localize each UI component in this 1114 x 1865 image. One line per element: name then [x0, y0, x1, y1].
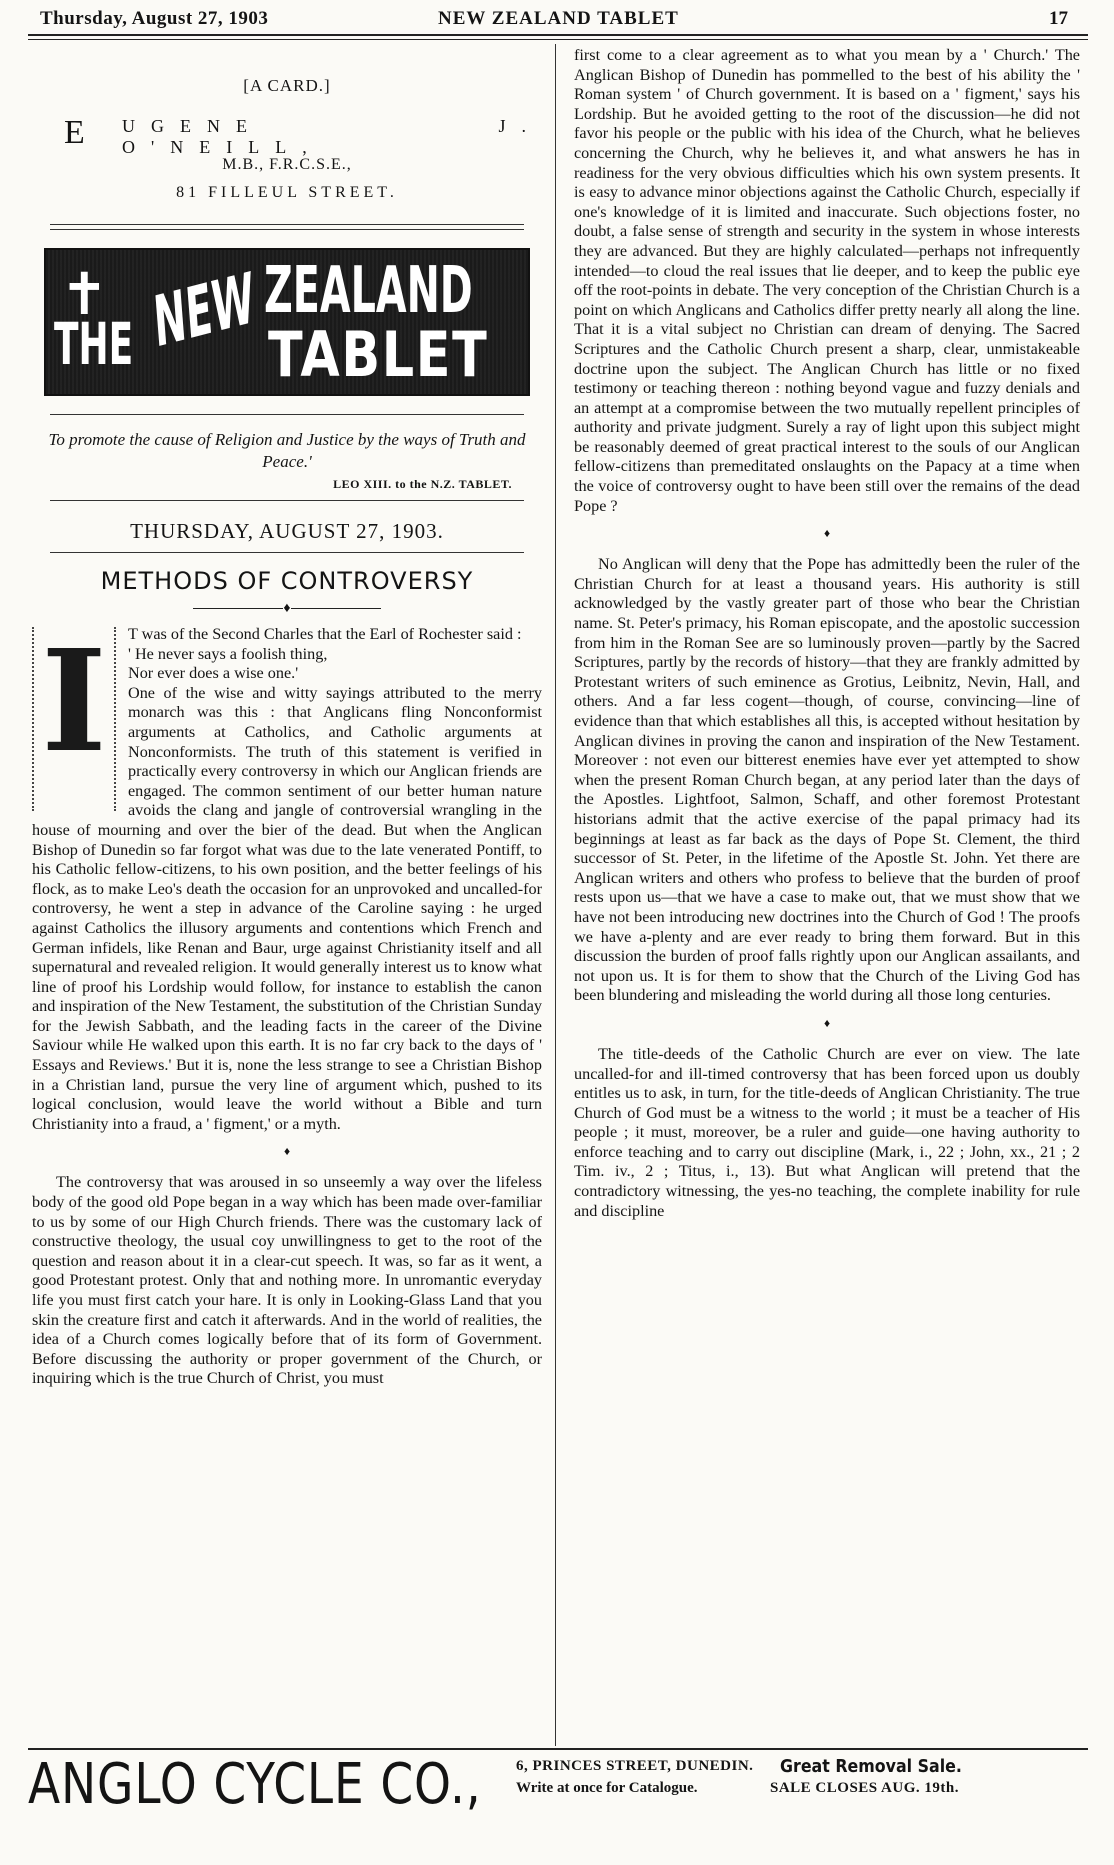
card-name: [32, 110, 542, 156]
paragraph-4: No Anglican will deny that the Pope has admittedly been the ruler of the Christian Church for at least a thousand years. His authority is still acknowledged by the vastly greater part of those who bear the Christian name. St. Peter's primacy, his Roman episcopate, and the apostolic succession from him in the Roman See are so luminously proven—partly by the Sacred Scriptures, partly by the records of history—that they are frankly admitted by Protestant writers of such eminence as Grotius, Leibnitz, Nevin, Hall, and others. And a far less cogent—though, of course, convincing—line of evidence than that which establishes all this, is accepted without hesitation by Anglican divines in proving the canon and inspiration of the New Testament. Moreover : not even our bitterest enemies have ever yet attempted to show when the present Roman Church began, at any period later than the days of the Apostles. Lightfoot, Salmon, Schaff, and other foremost Protestant historians admit that the active exercise of the papal primacy had its beginnings at least as far back as the days of Pope St. Clement, the third successor of St. Peter, in the lifetime of the Apostle St. John. Yet there are Anglican writers and others who profess to believe that the burden of proof rests upon us—that we have a case to make out, that we must show that we have not been introducing new doctrines into the Church of God ! The proofs we have a-plenty and are ever ready to bring them forward. But in this discussion the burden of proof falls rightly upon our Anglican assailants, and not upon us. It is for them to show that the Church of the Living God has been blundering and misleading the world during all those long centuries.: [574, 555, 1080, 1005]
card-tag: [A CARD.]: [243, 76, 331, 95]
dateline-rule: [50, 500, 524, 501]
advert-closes: SALE CLOSES AUG. 19th.: [770, 1780, 959, 1796]
card-initial: E: [64, 114, 85, 151]
headline-ornament: ♦: [32, 601, 542, 617]
header-rule: [28, 34, 1088, 36]
motto-attribution: LEO XIII. to the N.Z. TABLET.: [333, 477, 512, 491]
article-opening: [32, 620, 542, 1134]
header-title: NEW ZEALAND TABLET: [438, 8, 679, 29]
dropcap-letter: I: [32, 627, 116, 811]
header-date: Thursday, August 27, 1903: [40, 8, 269, 29]
section-separator-2: ♦: [823, 526, 831, 541]
left-column: [32, 46, 542, 1389]
card-degrees: M.B., F.R.C.S.E.,: [222, 156, 352, 173]
masthead-zealand: ZEALAND: [264, 254, 473, 328]
paragraph-2: The controversy that was aroused in so unseemly a way over the lifeless body of the good old Pope began in a way which has been made over-familiar to us by some of our High Church friends. There was the customary lack of constructive theology, the usual coy unwillingness to get to the root of the question and reason about it in a clear-cut speech. It was, so far as it went, a good Protestant protest. Only that and nothing more. In unromantic everyday life you must first catch your hare. It is only in Looking-Glass Land that you skin the creature first and catch it afterwards. And in the world of realities, the idea of a Church comes logically before that of its form of Government. Before discussing the authority or proper government of the Church, or inquiring which is the true Church of Christ, you must: [32, 1173, 542, 1388]
column-divider: [555, 44, 556, 1746]
right-column: [574, 46, 1080, 1221]
masthead-new: NEW: [150, 256, 258, 364]
cross-icon: ✝: [60, 260, 109, 328]
masthead-tablet: TABLET: [268, 318, 489, 391]
advert-company: ANGLO CYCLE CO.,: [28, 1752, 482, 1817]
card-rule-2: [50, 229, 524, 230]
verse-line-1: ' He never says a foolish thing,: [128, 644, 328, 663]
advert-catalogue: Write at once for Catalogue.: [516, 1780, 698, 1796]
section-separator: ♦: [283, 1144, 291, 1159]
footer-rule: [28, 1748, 1088, 1750]
running-header: [28, 6, 1088, 34]
card-name-rest: UGENE J. O'NEILL,: [122, 116, 542, 157]
header-rule-thin: [28, 39, 1088, 40]
masthead: [44, 248, 530, 396]
paragraph-3: first come to a clear agreement as to what you mean by a ' Church.' The Anglican Bishop of Dunedin has pommelled to the best of his ability the ' Roman system ' of Church government. It is based on a ' figment,' says his Lordship. But he avoided getting to the root of the discussion—he did not favor his people or the public with his idea of the Church, what he believes concerning the Church, why he believes it, and what answers he has in readiness for the very obvious difficulties which his own system presents. It is easy to advance minor objections against the Catholic Church, especially if one's knowledge of it is limited and inaccurate. Such objections foster, no doubt, a false sense of strength and security in the system in whose interests they are advanced. But they are highly calculated—perhaps not infrequently intended—to cloud the real issues that lie deeper, and to keep the public eye off the root-points in debate. The very conception of the Christian Church is a point on which Anglicans and Catholics differ pretty nearly all along the line. That it is a vital subject no Christian can dream of denying. The Sacred Scriptures and the Catholic Church present a sharp, clear, unmistakeable doctrine upon the subject. The Anglican Church has little or no fixed testimony or teaching thereon : nothing beyond vague and fuzzy denials and an attempt at a compromise between the two mutually repellent principles of authority and private judgment. Surely a ray of light upon this subject might be reasonably deemed of great practical interest to the souls of our Anglican fellow-citizens than premeditated onslaughts on the Papacy at a time when the voice of controversy ought to have been still over the remains of the dead Pope ?: [574, 46, 1080, 515]
dateline: THURSDAY, AUGUST 27, 1903.: [130, 519, 444, 543]
header-page-number: 17: [1049, 8, 1068, 29]
paragraph-5: The title-deeds of the Catholic Church are ever on view. The late uncalled-for and ill-timed controversy that has been forced upon us doubly entitles us to ask, in turn, for the title-deeds of Anglican Christianity. The true Church of God must be a witness to the world ; it must be a teacher of His people ; it must, moreover, be a ruler and guide—one having authority to enforce teaching and to carry out discipline (Mark, i., 22 ; John, xx., 21 ; 2 Tim. iv., 2 ; Titus, i., 13). But what Anglican will pretend that the contradictory witnessing, the yes-no teaching, the complete inability for rule and discipline: [574, 1044, 1080, 1220]
card-address: 81 FILLEUL STREET.: [176, 184, 398, 201]
section-separator-3: ♦: [823, 1015, 831, 1030]
motto-rule: [50, 414, 524, 415]
advertisement: [28, 1752, 1088, 1842]
verse-line-2: Nor ever does a wise one.': [128, 664, 299, 683]
opening-line: T was of the Second Charles that the Earl of Rochester said :: [128, 625, 522, 643]
advert-sale: Great Removal Sale.: [780, 1756, 962, 1777]
article-headline: METHODS OF CONTROVERSY: [100, 567, 474, 595]
paragraph-1: One of the wise and witty sayings attributed to the merry monarch was this : that Anglicans fling Nonconformist arguments at Catholics, and Catholic arguments at Nonconformists. The truth of this statement is verified in practically every controversy in which our Anglican friends are engaged. The common sentiment of our better human nature avoids the clang and jangle of controversial wrangling in the house of mourning and over the bier of the dead. But when the Anglican Bishop of Dunedin so far forgot what was due to the late venerated Pontiff, to his Catholic fellow-citizens, to his own position, and the better feelings of his flock, as to make Leo's death the occasion for an unprovoked and uncalled-for controversy, he went a step in advance of the Caroline saying : he urged against Catholics the illusory arguments and contentions which French and German infidels, like Renan and Baur, urge against Christianity itself and all supernatural and revealed religion. It would generally interest us to know what line of proof his Lordship would follow, for instance to establish the canon and inspiration of the New Testament, the substitution of the Christian Sunday for the Jewish Sabbath, and the leading facts in the career of the Divine Saviour while He walked upon this earth. It is no far cry back to the days of ' Essays and Reviews.' But it is, none the less strange to see a Christian Bishop in a Christian land, pursue the very line of argument which, pushed to its logical conclusion, would leave the world without a Bible and turn Christianity into a fraud, a ' figment,' or a myth.: [32, 683, 542, 1133]
headline-rule: [50, 552, 524, 553]
advert-address: 6, PRINCES STREET, DUNEDIN.: [516, 1758, 754, 1774]
masthead-the: THE: [54, 310, 134, 378]
motto: To promote the cause of Religion and Justice by the ways of Truth and Peace.': [48, 430, 526, 471]
